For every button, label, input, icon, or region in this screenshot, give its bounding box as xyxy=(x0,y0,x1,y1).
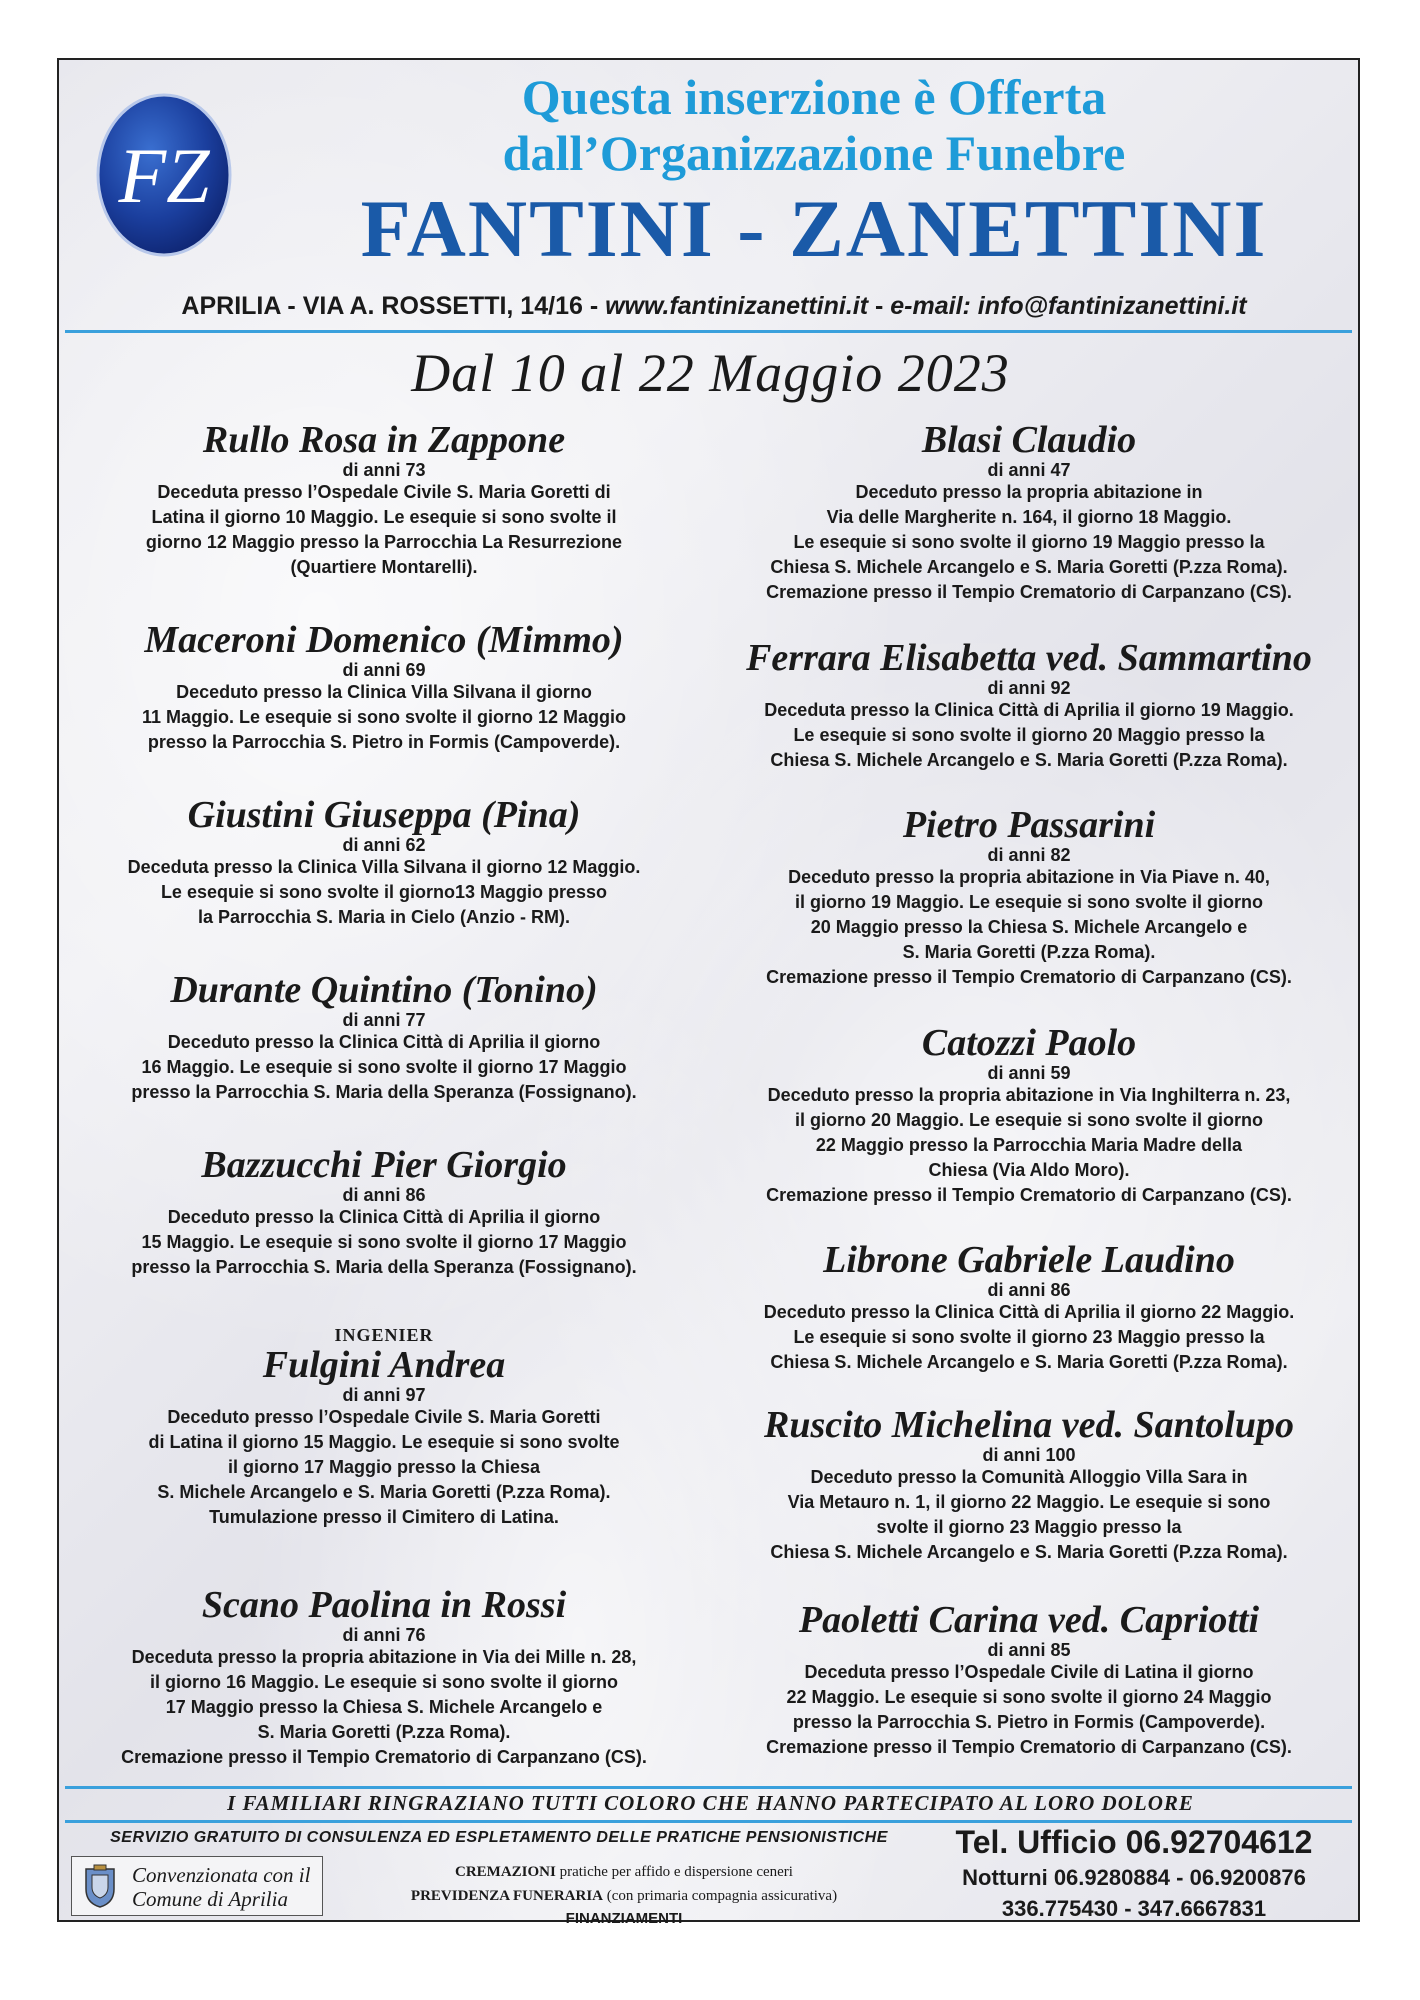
obituary-text: Deceduto presso la Clinica Città di Aprilia il giorno 15 Maggio. Le esequie si sono svolte il giorno 17 Maggio presso la Parrocchia S. Maria della Speranza (Fossignano). xyxy=(131,1207,637,1277)
deceased-age: di anni 85 xyxy=(987,1640,1071,1660)
cremation-info xyxy=(329,1860,919,1908)
obituary-entry xyxy=(69,420,699,580)
obituary-text: Deceduto presso la Comunità Alloggio Villa Sara in Via Metauro n. 1, il giorno 22 Maggio. Le esequie si sono svolte il giorno 23 Maggio presso la Chiesa S. Michele Arcangelo e S. Maria Goretti (P.zza Roma). xyxy=(770,1467,1288,1562)
convention-badge xyxy=(71,1856,323,1916)
deceased-name: Bazzucchi Pier Giorgio xyxy=(201,1144,567,1186)
obituary-text: Deceduta presso la Clinica Villa Silvana il giorno 12 Maggio. Le esequie si sono svolte il giorno13 Maggio presso la Parrocchia S. Maria in Cielo (Anzio - RM). xyxy=(127,857,641,927)
convention-line2: Comune di Aprilia xyxy=(132,1887,288,1911)
deceased-age: di anni 62 xyxy=(342,835,426,855)
header-line2: dall’Organizzazione Funebre xyxy=(502,125,1126,181)
deceased-name: Maceroni Domenico (Mimmo) xyxy=(144,619,624,661)
divider-bottom-1 xyxy=(65,1786,1352,1789)
contact-line xyxy=(99,292,1329,321)
service-line: SERVIZIO GRATUITO DI CONSULENZA ED ESPLETAMENTO DELLE PRATICHE PENSIONISTICHE xyxy=(110,1829,888,1846)
obituary-text: Deceduta presso la Clinica Città di Aprilia il giorno 19 Maggio. Le esequie si sono svolte il giorno 20 Maggio presso la Chiesa S. Michele Arcangelo e S. Maria Goretti (P.zza Roma). xyxy=(764,700,1294,770)
deceased-age: di anni 47 xyxy=(987,460,1071,480)
deceased-age: di anni 77 xyxy=(342,1010,426,1030)
mobile-phones[interactable]: 336.775430 - 347.6667831 xyxy=(1001,1896,1267,1921)
email-link[interactable]: e-mail: info@fantinizanettini.it xyxy=(890,292,1247,320)
obituary-entry xyxy=(714,1023,1344,1208)
obituary-text: Deceduta presso l’Ospedale Civile S. Maria Goretti di Latina il giorno 10 Maggio. Le esequie si sono svolte il giorno 12 Maggio presso la Parrocchia La Resurrezione (Quartiere Montarelli). xyxy=(145,482,623,577)
night-phones[interactable]: Notturni 06.9280884 - 06.9200876 xyxy=(962,1865,1306,1890)
thanks-line: I FAMILIARI RINGRAZIANO TUTTI COLORO CHE HANNO PARTECIPATO AL LORO DOLORE xyxy=(227,1791,1194,1815)
deceased-name: Catozzi Paolo xyxy=(921,1022,1137,1064)
deceased-name: Ruscito Michelina ved. Santolupo xyxy=(764,1404,1294,1446)
divider-top xyxy=(65,330,1352,333)
deceased-name: Pietro Passarini xyxy=(902,804,1156,846)
deceased-age: di anni 97 xyxy=(342,1385,426,1405)
announcement-sheet xyxy=(57,58,1360,1927)
obituary-entry xyxy=(69,1145,699,1280)
obituary-entry xyxy=(714,1600,1344,1760)
deceased-name: Blasi Claudio xyxy=(921,419,1137,461)
deceased-age: di anni 76 xyxy=(342,1625,426,1645)
address: APRILIA - VIA A. ROSSETTI, 14/16 - xyxy=(181,292,606,320)
obituary-text: Deceduto presso la propria abitazione in Via Piave n. 40, il giorno 19 Maggio. Le esequie si sono svolte il giorno 20 Maggio presso la Chiesa S. Michele Arcangelo e S. Maria Goretti (P.zza Roma). Cremazione presso il Tempio Crematorio di Carpanzano (CS). xyxy=(766,867,1292,987)
deceased-name: Scano Paolina in Rossi xyxy=(201,1584,567,1626)
convention-line1: Convenzionata con il xyxy=(132,1863,311,1887)
cremation-detail: pratiche per affido e dispersione ceneri xyxy=(555,1864,793,1880)
logo-monogram: FZ xyxy=(118,132,210,219)
deceased-age: di anni 59 xyxy=(987,1063,1071,1083)
obituary-text: Deceduta presso la propria abitazione in Via dei Mille n. 28, il giorno 16 Maggio. Le esequie si sono svolte il giorno 17 Maggio presso la Chiesa S. Michele Arcangelo e S. Maria Goretti (P.zza Roma). Cremazione presso il Tempio Crematorio di Carpanzano (CS). xyxy=(121,1647,647,1767)
cremation-label: CREMAZIONI xyxy=(455,1864,556,1880)
obituary-text: Deceduto presso l’Ospedale Civile S. Maria Goretti di Latina il giorno 15 Maggio. Le esequie si sono svolte il giorno 17 Maggio presso la Chiesa S. Michele Arcangelo e S. Maria Goretti (P.zza Roma). Tumulazione presso il Cimitero di Latina. xyxy=(148,1407,620,1527)
header-line1: Questa inserzione è Offerta xyxy=(521,69,1107,125)
deceased-age: di anni 86 xyxy=(987,1280,1071,1300)
obituary-entry xyxy=(714,1405,1344,1565)
obituary-text: Deceduto presso la Clinica Villa Silvana il giorno 11 Maggio. Le esequie si sono svolte il giorno 12 Maggio presso la Parrocchia S. Pietro in Formis (Campoverde). xyxy=(141,682,627,752)
deceased-name: Giustini Giuseppa (Pina) xyxy=(187,794,581,836)
obituary-entry xyxy=(714,420,1344,605)
obituary-entry xyxy=(69,795,699,930)
obituary-entry xyxy=(714,805,1344,990)
obituary-entry xyxy=(714,638,1344,773)
title-prefix: INGENIER xyxy=(334,1325,434,1345)
obituary-entry xyxy=(714,1240,1344,1375)
deceased-age: di anni 82 xyxy=(987,845,1071,865)
deceased-age: di anni 69 xyxy=(342,660,426,680)
company-name: FANTINI - ZANETTINI xyxy=(360,183,1268,274)
obituary-entry xyxy=(69,970,699,1105)
deceased-age: di anni 92 xyxy=(987,678,1071,698)
deceased-name: Rullo Rosa in Zappone xyxy=(202,419,566,461)
financing-label: FINANZIAMENTI xyxy=(565,1910,683,1927)
obituary-text: Deceduto presso la Clinica Città di Aprilia il giorno 16 Maggio. Le esequie si sono svolte il giorno 17 Maggio presso la Parrocchia S. Maria della Speranza (Fossignano). xyxy=(131,1032,637,1102)
obituary-text: Deceduto presso la Clinica Città di Aprilia il giorno 22 Maggio. Le esequie si sono svolte il giorno 23 Maggio presso la Chiesa S. Michele Arcangelo e S. Maria Goretti (P.zza Roma). xyxy=(763,1302,1295,1372)
website-link[interactable]: www.fantinizanettini.it xyxy=(605,292,869,320)
phone-block xyxy=(914,1822,1354,1924)
obituary-text: Deceduta presso l’Ospedale Civile di Latina il giorno 22 Maggio. Le esequie si sono svolte il giorno 24 Maggio presso la Parrocchia S. Pietro in Formis (Campoverde). Cremazione presso il Tempio Crematorio di Carpanzano (CS). xyxy=(766,1662,1292,1757)
deceased-age: di anni 86 xyxy=(342,1185,426,1205)
previdenza-detail: (con primaria compagnia assicurativa) xyxy=(603,1888,838,1904)
previdenza-label: PREVIDENZA FUNERARIA xyxy=(410,1888,604,1904)
obituary-entry xyxy=(69,620,699,755)
obituary-text: Deceduto presso la propria abitazione in Via Inghilterra n. 23, il giorno 20 Maggio. Le esequie si sono svolte il giorno 22 Maggio presso la Parrocchia Maria Madre della Chiesa (Via Aldo Moro). Cremazione presso il Tempio Crematorio di Carpanzano (CS). xyxy=(766,1085,1292,1205)
obituary-text: Deceduto presso la propria abitazione in Via delle Margherite n. 164, il giorno 18 Maggio. Le esequie si sono svolte il giorno 19 Maggio presso la Chiesa S. Michele Arcangelo e S. Maria Goretti (P.zza Roma). Cremazione presso il Tempio Crematorio di Carpanzano (CS). xyxy=(766,482,1292,602)
fz-logo xyxy=(94,90,234,260)
contact-separator: - xyxy=(868,292,891,320)
obituary-entry xyxy=(69,1585,699,1770)
deceased-name: Durante Quintino (Tonino) xyxy=(170,969,598,1011)
deceased-name: Ferrara Elisabetta ved. Sammartino xyxy=(746,637,1312,679)
deceased-age: di anni 73 xyxy=(342,460,426,480)
obituary-entry xyxy=(69,1325,699,1530)
convention-text xyxy=(132,1863,322,1911)
deceased-name: Fulgini Andrea xyxy=(262,1344,506,1386)
period-title: Dal 10 al 22 Maggio 2023 xyxy=(411,343,1010,403)
deceased-name: Paoletti Carina ved. Capriotti xyxy=(798,1599,1260,1641)
office-phone[interactable]: Tel. Ufficio 06.92704612 xyxy=(955,1824,1313,1860)
deceased-age: di anni 100 xyxy=(982,1445,1076,1465)
aprilia-crest-icon xyxy=(80,1863,120,1909)
deceased-name: Librone Gabriele Laudino xyxy=(823,1239,1235,1281)
